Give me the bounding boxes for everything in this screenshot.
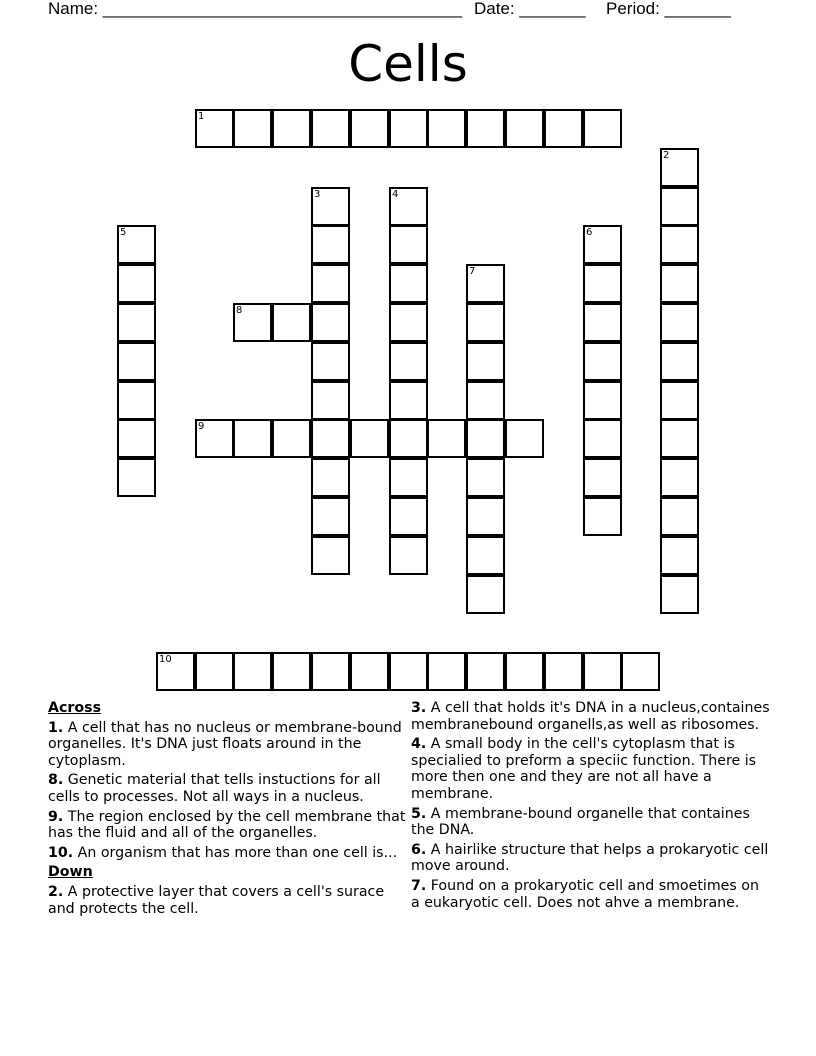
crossword-cell[interactable] [660, 458, 699, 497]
clue-number-label: 2 [663, 150, 670, 161]
crossword-cell[interactable] [389, 458, 428, 497]
crossword-cell[interactable] [311, 342, 350, 381]
crossword-cell[interactable] [117, 264, 156, 303]
clue-text: A small body in the cell's cytoplasm that is specialied to preform a speciic function. There is more then one and they are not all have a membrane. [411, 736, 757, 802]
crossword-cell[interactable] [311, 458, 350, 497]
crossword-cell[interactable] [427, 109, 466, 148]
crossword-cell[interactable] [660, 264, 699, 303]
crossword-cell[interactable] [583, 109, 622, 148]
clues-left-column [48, 700, 408, 920]
crossword-cell[interactable] [311, 381, 350, 420]
across-heading: Across [48, 700, 102, 716]
crossword-cell[interactable] [389, 187, 428, 226]
crossword-cell[interactable] [389, 381, 428, 420]
down-heading: Down [48, 864, 93, 881]
crossword-cell[interactable] [466, 497, 505, 536]
crossword-cell[interactable] [660, 536, 699, 575]
crossword-cell[interactable] [466, 342, 505, 381]
crossword-cell[interactable] [466, 458, 505, 497]
clue-number: 1. [48, 719, 64, 736]
crossword-cell[interactable] [156, 652, 195, 691]
clue-text: An organism that has more than one cell is... [77, 844, 398, 861]
clue-number: 5. [411, 805, 427, 822]
clue-number-label: 7 [469, 266, 476, 277]
clue-number-label: 6 [586, 227, 593, 238]
clue-down-4 [411, 736, 771, 802]
crossword-cell[interactable] [660, 148, 699, 187]
crossword-cell[interactable] [311, 109, 350, 148]
clue-number: 3. [411, 700, 427, 716]
crossword-cell[interactable] [389, 109, 428, 148]
crossword-cell[interactable] [311, 497, 350, 536]
date-field[interactable]: Date: _______ [474, 0, 586, 18]
crossword-cell[interactable] [466, 575, 505, 614]
clue-text: A membrane-bound organelle that containes the DNA. [411, 805, 750, 839]
clue-text: The region enclosed by the cell membrane that has the fluid and all of the organelles. [48, 808, 406, 842]
period-field[interactable]: Period: _______ [606, 0, 731, 18]
crossword-cell[interactable] [621, 652, 660, 691]
crossword-cell[interactable] [583, 342, 622, 381]
crossword-cell[interactable] [466, 264, 505, 303]
crossword-cell[interactable] [389, 264, 428, 303]
clue-number-label: 3 [314, 189, 321, 200]
crossword-cell[interactable] [195, 109, 234, 148]
crossword-cell[interactable] [233, 303, 272, 342]
clue-number: 10. [48, 844, 74, 861]
crossword-cell[interactable] [660, 342, 699, 381]
crossword-cell[interactable] [311, 225, 350, 264]
crossword-cell[interactable] [389, 225, 428, 264]
crossword-cell[interactable] [350, 419, 389, 458]
crossword-cell[interactable] [350, 652, 389, 691]
clue-across-9 [48, 809, 408, 842]
crossword-cell[interactable] [117, 342, 156, 381]
clues-right-column [411, 700, 771, 914]
crossword-cell[interactable] [583, 419, 622, 458]
crossword-cell[interactable] [427, 652, 466, 691]
crossword-cell[interactable] [350, 109, 389, 148]
crossword-cell[interactable] [660, 575, 699, 614]
crossword-cell[interactable] [272, 419, 311, 458]
clue-number: 4. [411, 736, 427, 753]
clue-across-10 [48, 845, 408, 862]
crossword-cell[interactable] [466, 652, 505, 691]
clue-across-8 [48, 772, 408, 805]
page-title: Cells [348, 35, 468, 93]
crossword-cell[interactable] [272, 303, 311, 342]
crossword-cell[interactable] [311, 303, 350, 342]
clue-number-label: 4 [392, 189, 399, 200]
crossword-cell[interactable] [466, 381, 505, 420]
crossword-cell[interactable] [272, 109, 311, 148]
clue-text: A hairlike structure that helps a prokaryotic cell move around. [411, 841, 769, 875]
clue-down-7 [411, 878, 771, 911]
crossword-cell[interactable] [660, 419, 699, 458]
crossword-cell[interactable] [583, 458, 622, 497]
crossword-cell[interactable] [233, 419, 272, 458]
clue-number: 2. [48, 883, 64, 900]
clue-text: Genetic material that tells instuctions for all cells to processes. Not all ways in a nucleus. [48, 772, 381, 805]
crossword-cell[interactable] [544, 652, 583, 691]
crossword-cell[interactable] [389, 342, 428, 381]
crossword-cell[interactable] [117, 381, 156, 420]
crossword-cell[interactable] [505, 419, 544, 458]
crossword-cell[interactable] [233, 109, 272, 148]
crossword-cell[interactable] [311, 419, 350, 458]
clue-number: 9. [48, 808, 64, 825]
crossword-cell[interactable] [195, 652, 234, 691]
crossword-cell[interactable] [660, 497, 699, 536]
clue-down-2 [48, 884, 408, 917]
clue-text: Found on a prokaryotic cell and smoetimes on a eukaryotic cell. Does not ahve a membrane. [411, 877, 759, 911]
crossword-cell[interactable] [583, 225, 622, 264]
crossword-cell[interactable] [311, 536, 350, 575]
crossword-cell[interactable] [660, 225, 699, 264]
crossword-cell[interactable] [389, 303, 428, 342]
clue-number: 8. [48, 772, 64, 789]
crossword-cell[interactable] [466, 419, 505, 458]
crossword-cell[interactable] [117, 458, 156, 497]
crossword-cell[interactable] [660, 381, 699, 420]
crossword-cell[interactable] [544, 109, 583, 148]
crossword-cell[interactable] [466, 109, 505, 148]
clue-number-label: 8 [236, 305, 243, 316]
crossword-cell[interactable] [583, 497, 622, 536]
clue-number: 7. [411, 877, 427, 894]
crossword-cell[interactable] [583, 652, 622, 691]
clue-down-3 [411, 700, 771, 733]
crossword-cell[interactable] [117, 303, 156, 342]
clue-down-5 [411, 806, 771, 839]
crossword-cell[interactable] [466, 303, 505, 342]
crossword-cell[interactable] [505, 109, 544, 148]
clue-number-label: 5 [120, 227, 127, 238]
crossword-cell[interactable] [272, 652, 311, 691]
crossword-cell[interactable] [233, 652, 272, 691]
crossword-cell[interactable] [389, 419, 428, 458]
crossword-cell[interactable] [311, 187, 350, 226]
crossword-cell[interactable] [117, 225, 156, 264]
crossword-cell[interactable] [466, 536, 505, 575]
crossword-cell[interactable] [117, 419, 156, 458]
crossword-cell[interactable] [583, 303, 622, 342]
clue-number-label: 10 [159, 654, 172, 665]
clue-text: A cell that holds it's DNA in a nucleus,containes membranebound organells,as well as ribosomes. [411, 700, 770, 733]
crossword-cell[interactable] [311, 264, 350, 303]
clue-text: A protective layer that covers a cell's surace and protects the cell. [48, 883, 385, 917]
crossword-cell[interactable] [505, 652, 544, 691]
crossword-cell[interactable] [311, 652, 350, 691]
clue-text: A cell that has no nucleus or membrane-bound organelles. It's DNA just floats around in the cytoplasm. [48, 719, 402, 769]
clue-down-6 [411, 842, 771, 875]
crossword-cell[interactable] [660, 187, 699, 226]
crossword-cell[interactable] [583, 381, 622, 420]
clue-number: 6. [411, 841, 427, 858]
crossword-cell[interactable] [389, 497, 428, 536]
crossword-cell[interactable] [389, 536, 428, 575]
crossword-cell[interactable] [583, 264, 622, 303]
clue-number-label: 9 [198, 421, 205, 432]
crossword-cell[interactable] [195, 419, 234, 458]
crossword-cell[interactable] [660, 303, 699, 342]
clue-across-1 [48, 720, 408, 770]
crossword-cell[interactable] [389, 652, 428, 691]
crossword-cell[interactable] [427, 419, 466, 458]
clue-number-label: 1 [198, 111, 205, 122]
name-field[interactable]: Name: ______________________________________ [48, 0, 463, 18]
